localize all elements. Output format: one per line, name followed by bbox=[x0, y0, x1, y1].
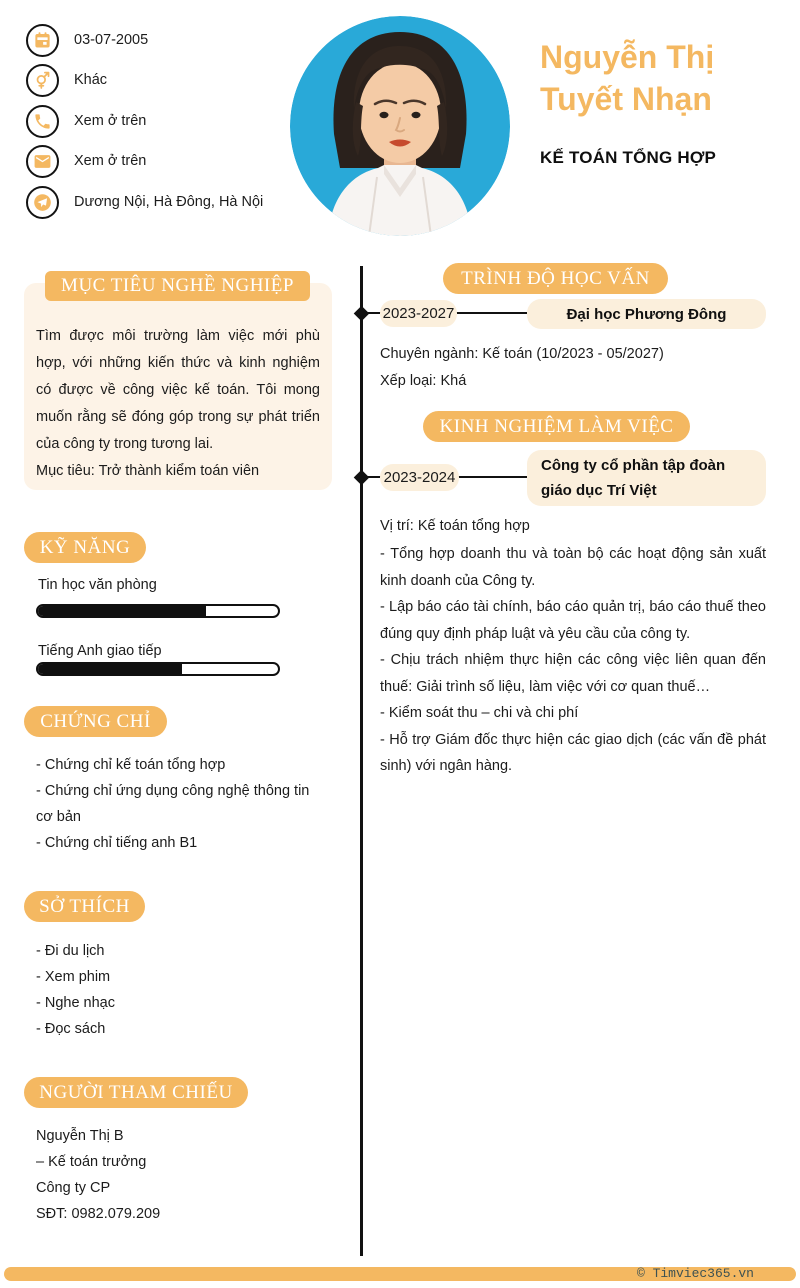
hobbies-list bbox=[36, 938, 328, 1042]
reference-phone: SĐT: 0982.079.209 bbox=[36, 1206, 161, 1222]
envelope-icon bbox=[26, 145, 59, 178]
duty-item: - Lập báo cáo tài chính, báo cáo quản trị, báo cáo thuế theo đúng quy định pháp luật và yêu cầu của công ty. bbox=[380, 599, 766, 642]
timeline-line bbox=[360, 266, 363, 1256]
hobbies-heading: SỞ THÍCH bbox=[24, 891, 145, 922]
skill-fill bbox=[38, 664, 182, 674]
duty-item: - Hỗ trợ Giám đốc thực hiện các giao dịch (các vấn đề phát sinh) với ngân hàng. bbox=[380, 731, 766, 774]
footer-bar bbox=[4, 1267, 796, 1281]
certificates-heading: CHỨNG CHỈ bbox=[24, 706, 167, 737]
skill-label: Tin học văn phòng bbox=[38, 577, 157, 593]
reference-role: – Kế toán trưởng bbox=[36, 1154, 147, 1170]
candidate-name-line1: Nguyễn Thị bbox=[540, 39, 715, 75]
list-item: - Chứng chỉ ứng dụng công nghệ thông tin cơ bản bbox=[36, 783, 310, 825]
contact-row-birthday bbox=[26, 24, 148, 56]
address-value: Dương Nội, Hà Đông, Hà Nội bbox=[74, 194, 264, 210]
objective-section bbox=[24, 283, 332, 490]
gender-icon bbox=[26, 64, 59, 97]
skills-heading: KỸ NĂNG bbox=[24, 532, 146, 563]
certificates-list bbox=[36, 752, 328, 856]
education-school: Đại học Phương Đông bbox=[527, 299, 766, 329]
contact-row-phone bbox=[26, 105, 146, 137]
list-item: - Chứng chỉ tiếng anh B1 bbox=[36, 835, 198, 851]
list-item: - Đọc sách bbox=[36, 1021, 106, 1037]
reference-name: Nguyễn Thị B bbox=[36, 1128, 124, 1144]
experience-heading: KINH NGHIỆM LÀM VIỆC bbox=[423, 411, 690, 442]
phone-value: Xem ở trên bbox=[74, 113, 147, 129]
education-period: 2023-2027 bbox=[380, 300, 457, 327]
objective-heading: MỤC TIÊU NGHỀ NGHIỆP bbox=[45, 271, 310, 301]
copyright-text: © Timviec365.vn bbox=[636, 1266, 754, 1281]
contact-row-address bbox=[26, 186, 263, 218]
birthday-value: 03-07-2005 bbox=[74, 32, 149, 48]
phone-icon bbox=[26, 105, 59, 138]
contact-row-email bbox=[26, 145, 146, 177]
duty-item: - Tổng hợp doanh thu và toàn bộ các hoạt động sản xuất kinh doanh của Công ty. bbox=[380, 546, 766, 589]
email-value: Xem ở trên bbox=[74, 153, 147, 169]
reference-company: Công ty CP bbox=[36, 1180, 111, 1196]
location-icon bbox=[26, 186, 59, 219]
education-heading: TRÌNH ĐỘ HỌC VẤN bbox=[443, 263, 668, 294]
skill-label: Tiếng Anh giao tiếp bbox=[38, 643, 162, 659]
list-item: - Nghe nhạc bbox=[36, 995, 115, 1011]
duty-item: - Chịu trách nhiệm thực hiện các công việc liên quan đến thuế: Giải trình số liệu, làm việc với cơ quan thuế… bbox=[380, 652, 766, 695]
list-item: - Chứng chỉ kế toán tổng hợp bbox=[36, 757, 226, 773]
experience-period: 2023-2024 bbox=[380, 464, 459, 491]
education-details bbox=[380, 341, 766, 395]
skill-bar bbox=[36, 604, 280, 618]
candidate-name-line2: Tuyết Nhạn bbox=[540, 81, 712, 117]
experience-duties bbox=[380, 541, 766, 780]
experience-company: Công ty cổ phần tập đoàn giáo dục Trí Việt bbox=[527, 450, 766, 506]
education-major: Chuyên ngành: Kế toán (10/2023 - 05/2027) bbox=[380, 346, 664, 362]
candidate-name bbox=[540, 36, 714, 120]
calendar-icon bbox=[26, 24, 59, 57]
list-item: - Đi du lịch bbox=[36, 943, 105, 959]
objective-text: Tìm được môi trường làm việc mới phù hợp, với những kiến thức và kinh nghiệm có được về công việc kế toán. Tôi mong muốn rằng sẽ đóng góp trong sự phát triển của công ty trong tương lai. bbox=[36, 328, 320, 452]
skill-fill bbox=[38, 606, 206, 616]
skill-bar bbox=[36, 662, 280, 676]
gender-value: Khác bbox=[74, 72, 108, 88]
objective-goal: Mục tiêu: Trở thành kiểm toán viên bbox=[36, 463, 260, 479]
timeline-marker bbox=[354, 306, 370, 322]
references-list bbox=[36, 1123, 328, 1227]
timeline-marker bbox=[354, 470, 370, 486]
contact-row-gender bbox=[26, 64, 107, 96]
references-heading: NGƯỜI THAM CHIẾU bbox=[24, 1077, 248, 1108]
job-title: KẾ TOÁN TỔNG HỢP bbox=[540, 148, 717, 167]
education-grade: Xếp loại: Khá bbox=[380, 373, 467, 389]
duty-item: - Kiểm soát thu – chi và chi phí bbox=[380, 705, 579, 721]
list-item: - Xem phim bbox=[36, 969, 111, 985]
profile-photo bbox=[290, 16, 510, 236]
experience-position: Vị trí: Kế toán tổng hợp bbox=[380, 518, 530, 534]
